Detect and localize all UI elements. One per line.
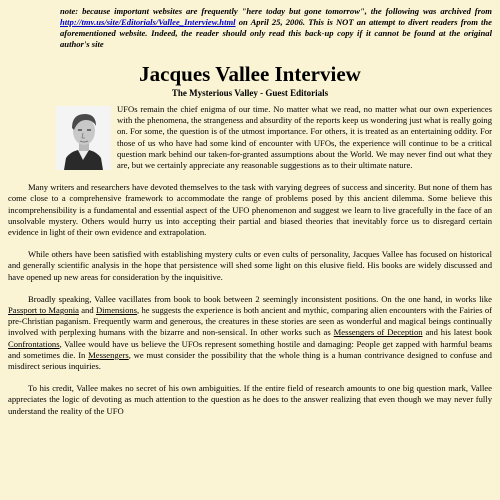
p4-text-a: Broadly speaking, Vallee vacillates from book to book between 2 seemingly inconsistent positions. On the one hand, in works like (28, 293, 492, 304)
portrait-photo (56, 106, 111, 170)
paragraph-1: UFOs remain the chief enigma of our time. No matter what we read, no matter what our own experiences with the phenomena, the strangeness and absurdity of the reports keep us wondering just what is really going on. For some, the question is of the utmost importance. For others, it is treated as an entertaining oddity. For those of us who have had some kind of encounter with UFOs, the experience will continue to be a critical question mark behind our taken-for-granted assumptions about the World. We may never find out what they are, but we certainly appreciate any reasonable suggestions as to their ultimate nature. (117, 104, 492, 171)
p4-text-e: , Vallee would have us believe the UFOs represent something hostile and damaging: People get zapped with harmful beams and sometimes die. In (8, 338, 492, 360)
archive-source-link[interactable]: http://tmv.us/site/Editorials/Vallee_Interview.html (60, 17, 236, 27)
paragraph-5: To his credit, Vallee makes no secret of his own ambiguities. If the entire field of research amounts to one big question mark, Vallee appreciates the logic of devoting as much attention to the question as he does to the answer realizing that even though we may never fully understand the reality of the UFO (8, 383, 492, 416)
p4-text-d: and his latest book (422, 327, 493, 338)
p4-text-f: , we must consider the possibility that the whole thing is a human contrivance designed to confuse and misdirect serious inquiries. (8, 349, 492, 372)
book-link-messengers-of-deception[interactable]: Messengers of Deception (333, 327, 423, 338)
book-link-passport-to-magonia[interactable]: Passport to Magonia (8, 305, 79, 316)
archive-note (8, 6, 492, 50)
book-link-dimensions[interactable]: Dimensions (95, 305, 138, 316)
book-link-messengers[interactable]: Messengers (88, 349, 129, 360)
p4-text-b: and (78, 305, 96, 316)
paragraph-2: Many writers and researchers have devoted themselves to the task with varying degrees of success and sincerity. But none of them has come close to a comprehensive framework to accommodate the range of problems posed by this ancient dilemma. Some believe this incomprehensibility is a fundamental and essential aspect of the UFO phenomenon and suggest we learn to live gracefully in the face of an unsolvable mystery. Others would hurry us into accepting their partial and biased theories that inevitably force us to disregard certain evidence in light of their own evidence and extrapolation. (8, 182, 492, 238)
book-link-confrontations[interactable]: Confrontations (8, 338, 60, 349)
paragraph-3: While others have been satisfied with establishing mystery cults or even cults of personality, Jacques Vallee has focused on historical and generally scientific analysis in the hope that persistence will shed some light on this elusive field. His books are widely discussed and have opened up new areas for consideration by the inquisitive. (8, 249, 492, 282)
note-text-before: note: because important websites are frequently "here today but gone tomorrow", the following was archived from (60, 6, 492, 16)
p4-text-c: , he suggests the experience is both ancient and mythic, comparing alien encounters with the Fairies of pre-Christian paganism. Frequently warm and generous, the creatures in these stories are seen as wonderful and magical beings continually involved with perplexing humans with the bizarre and non-sensical. In other works such as (8, 305, 493, 338)
note-text-after: on April 25, 2006. This is NOT an attempt to divert readers from the aforementioned website. Indeed, the reader should only read this back-up copy if it cannot be found at the original author's site (60, 17, 492, 49)
paragraph-4 (8, 294, 492, 372)
portrait-image (56, 106, 111, 170)
page-subtitle: The Mysterious Valley - Guest Editorials (171, 88, 329, 98)
page-title: Jacques Vallee Interview (139, 62, 361, 86)
